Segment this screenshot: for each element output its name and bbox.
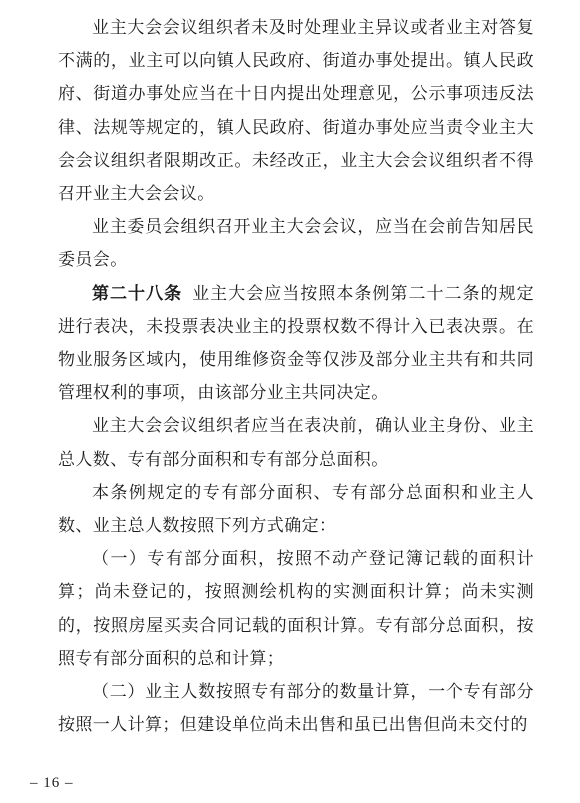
article-28-paragraph (58, 278, 534, 411)
paragraph-1-text: 业主大会会议组织者未及时处理业主异议或者业主对答复不满的，业主可以向镇人民政府、街道办事处提出。镇人民政府、街道办事处应当在十日内提出处理意见，公示事项违反法律、法规等规定的，镇人民政府、街道办事处应当责令业主大会会议组织者限期改正。未经改正，业主大会会议组织者不得召开业主大会会议。 (58, 18, 534, 205)
paragraph-3-text: 业主大会应当按照本条例第二十二条的规定进行表决，未投票表决业主的投票权数不得计入已表决票。在物业服务区域内，使用维修资金等仅涉及部分业主共有和共同管理权利的事项，由该部分业主共同决定。 (58, 283, 535, 404)
paragraph-5 (58, 477, 534, 543)
paragraph-2-text: 业主委员会组织召开业主大会会议，应当在会前告知居民委员会。 (58, 217, 534, 271)
article-label: 第二十八条 (92, 283, 183, 304)
paragraph-4-text: 业主大会会议组织者应当在表决前，确认业主身份、业主总人数、专有部分面积和专有部分总面积。 (58, 416, 534, 470)
paragraph-5-text: 本条例规定的专有部分面积、专有部分总面积和业主人数、业主总人数按照下列方式确定： (58, 482, 534, 537)
paragraph-6 (58, 543, 534, 676)
paragraph-1 (58, 12, 534, 211)
page-number: – 16 – (30, 775, 74, 791)
document-body (58, 12, 534, 742)
paragraph-2 (58, 211, 534, 277)
paragraph-7 (58, 676, 534, 742)
paragraph-6-text: （一）专有部分面积，按照不动产登记簿记载的面积计算；尚未登记的，按照测绘机构的实测面积计算；尚未实测的，按照房屋买卖合同记载的面积计算。专有部分总面积，按照专有部分面积的总和计算； (58, 549, 534, 669)
paragraph-4 (58, 410, 534, 476)
paragraph-7-text: （二）业主人数按照专有部分的数量计算，一个专有部分按照一人计算；但建设单位尚未出售和虽已出售但尚未交付的 (58, 682, 534, 736)
